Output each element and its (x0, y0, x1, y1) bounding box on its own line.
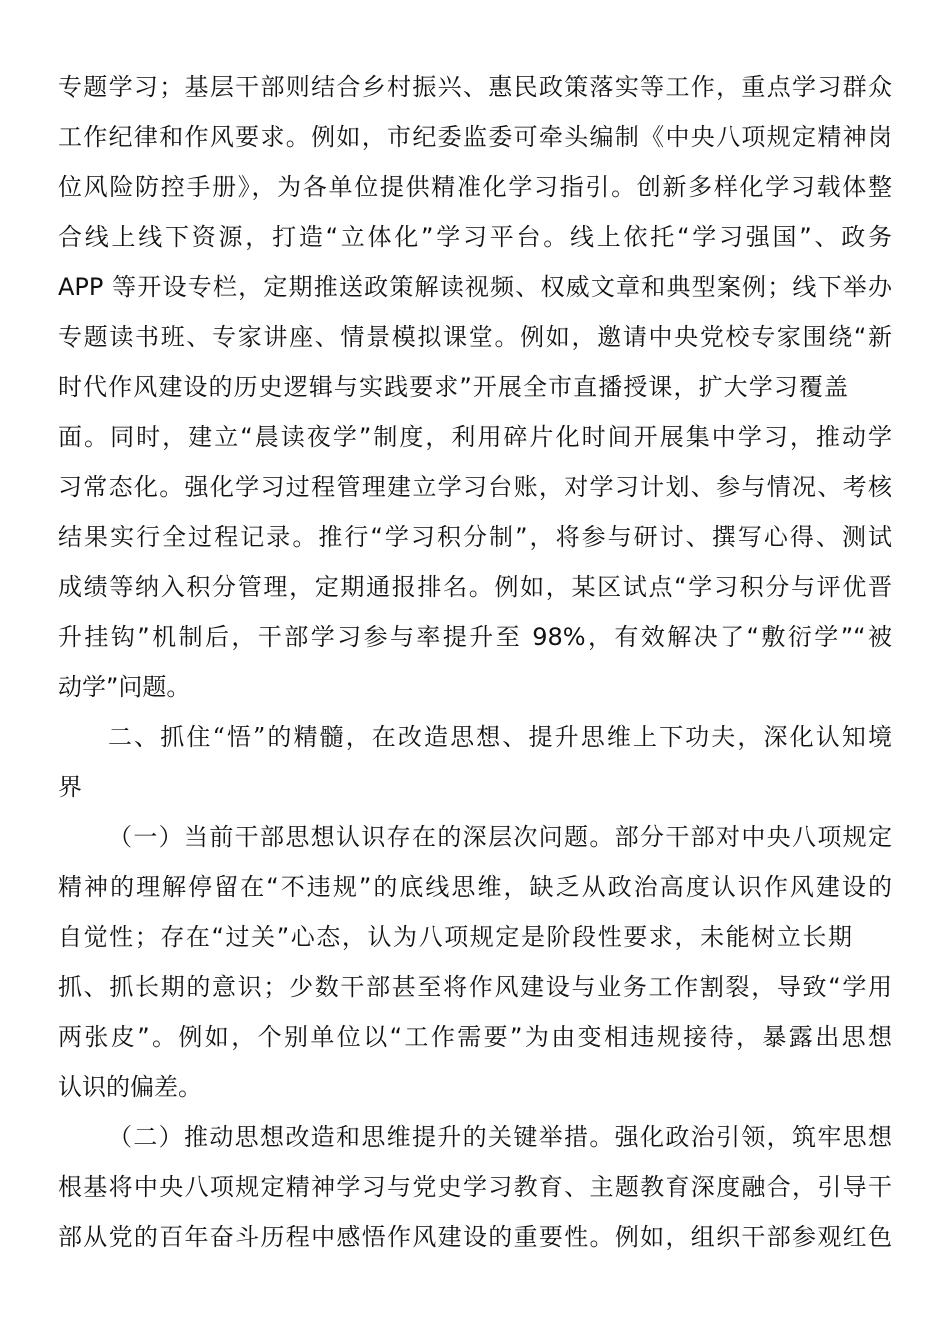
text-line: 升挂钩”机制后，干部学习参与率提升至 98%，有效解决了“敷衍学”“被 (58, 623, 892, 651)
text-line: 专题学习；基层干部则结合乡村振兴、惠民政策落实等工作，重点学习群众 (58, 73, 892, 101)
text-line: 成绩等纳入积分管理，定期通报排名。例如，某区试点“学习积分与评优晋 (58, 573, 892, 601)
text-line: 部从党的百年奋斗历程中感悟作风建设的重要性。例如，组织干部参观红色 (58, 1223, 892, 1251)
section-heading: 二、抓住“悟”的精髓，在改造思想、提升思维上下功夫，深化认知境 (108, 723, 892, 751)
text-line: 习常态化。强化学习过程管理建立学习台账，对学习计划、参与情况、考核 (58, 473, 892, 501)
text-line: 结果实行全过程记录。推行“学习积分制”，将参与研讨、撰写心得、测试 (58, 523, 892, 551)
section-heading-continued: 界 (58, 773, 82, 801)
text-line: APP 等开设专栏，定期推送政策解读视频、权威文章和典型案例；线下举办 (58, 273, 892, 301)
text-line: 合线上线下资源，打造“立体化”学习平台。线上依托“学习强国”、政务 (58, 223, 892, 251)
text-line: 自觉性；存在“过关”心态，认为八项规定是阶段性要求，未能树立长期 (58, 923, 852, 951)
text-line: 动学”问题。 (58, 673, 191, 701)
text-line: 专题读书班、专家讲座、情景模拟课堂。例如，邀请中央党校专家围绕“新 (58, 323, 892, 351)
text-line: 根基将中央八项规定精神学习与党史学习教育、主题教育深度融合，引导干 (58, 1173, 892, 1201)
text-line: 两张皮”。例如，个别单位以“工作需要”为由变相违规接待，暴露出思想 (58, 1023, 892, 1051)
text-line: 时代作风建设的历史逻辑与实践要求”开展全市直播授课，扩大学习覆盖 (58, 373, 848, 401)
text-line: 抓、抓长期的意识；少数干部甚至将作风建设与业务工作割裂，导致“学用 (58, 973, 892, 1001)
text-line: 面。同时，建立“晨读夜学”制度，利用碎片化时间开展集中学习，推动学 (58, 423, 892, 451)
text-line: 认识的偏差。 (58, 1073, 202, 1101)
text-line: 精神的理解停留在“不违规”的底线思维，缺乏从政治高度认识作风建设的 (58, 873, 892, 901)
text-line: 位风险防控手册》，为各单位提供精准化学习指引。创新多样化学习载体整 (58, 173, 892, 201)
subsection-heading: （一）当前干部思想认识存在的深层次问题。部分干部对中央八项规定 (108, 823, 892, 851)
text-line: 工作纪律和作风要求。例如，市纪委监委可牵头编制《中央八项规定精神岗 (58, 123, 892, 151)
subsection-heading: （二）推动思想改造和思维提升的关键举措。强化政治引领，筑牢思想 (108, 1123, 892, 1151)
